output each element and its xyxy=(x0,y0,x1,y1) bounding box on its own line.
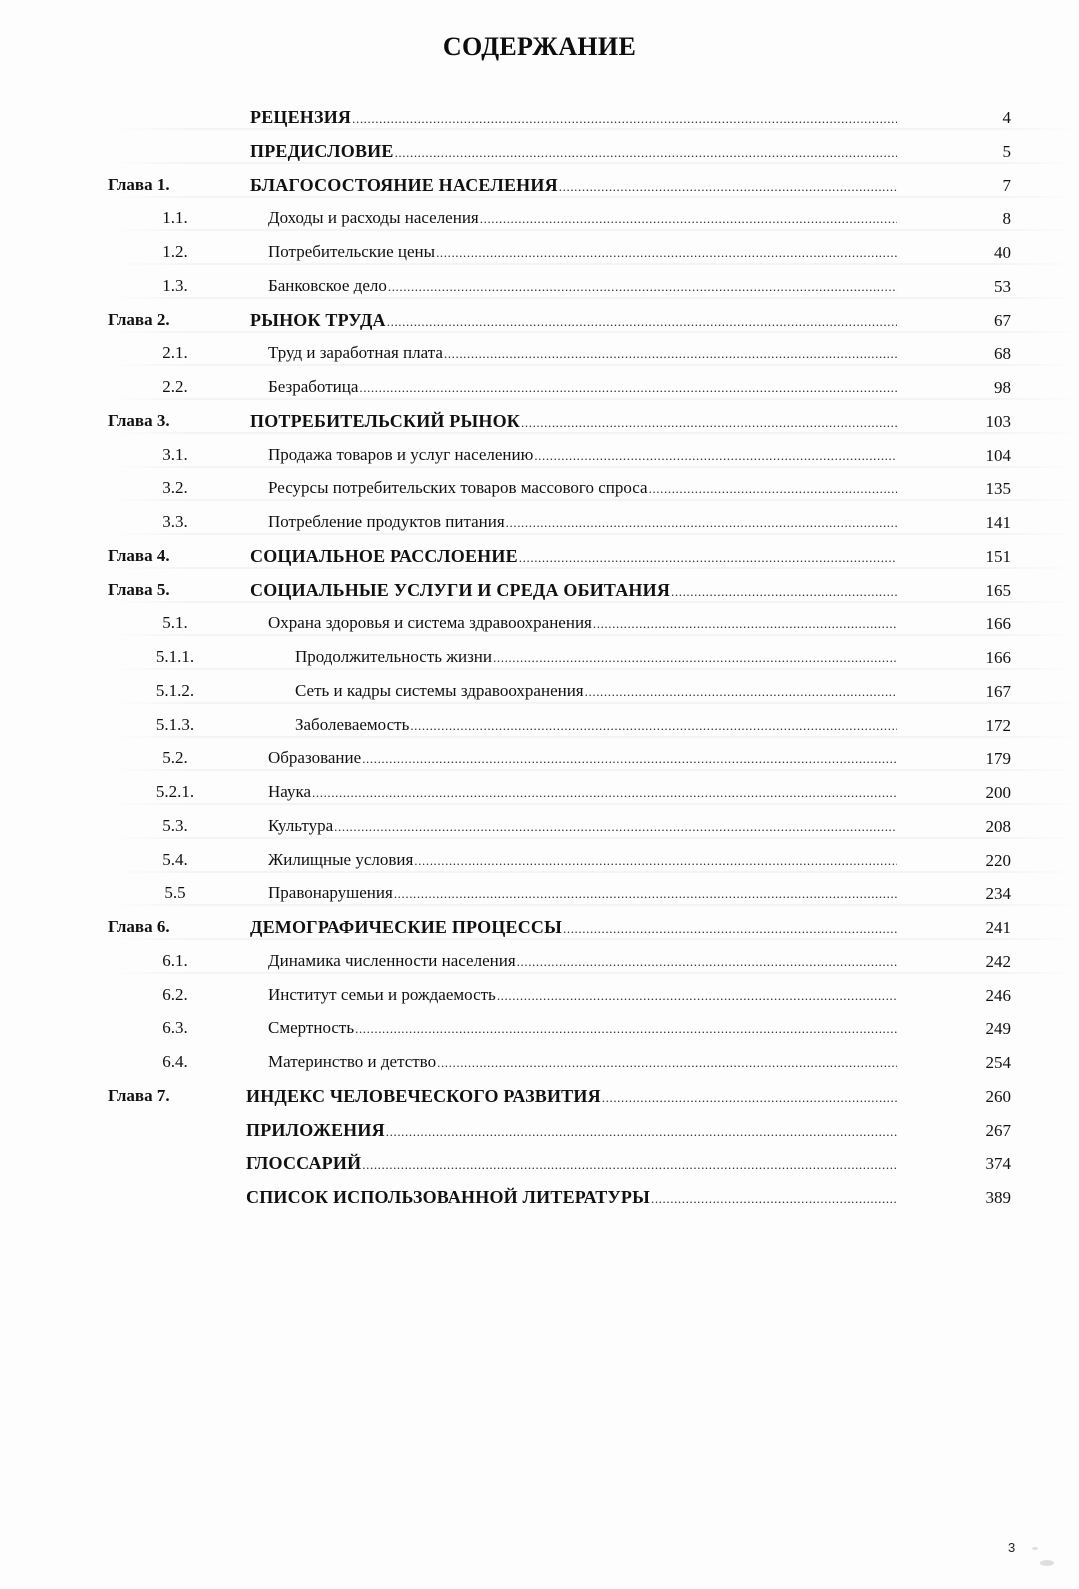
dot-leader xyxy=(437,1055,897,1071)
toc-entry xyxy=(0,171,1079,205)
entry-title: Ресурсы потребительских товаров массового спроса xyxy=(268,478,648,498)
entry-page-number: 166 xyxy=(985,614,1011,634)
toc-entry xyxy=(0,373,1079,407)
chapter-number: Глава 5. xyxy=(108,579,170,599)
section-number: 2.2. xyxy=(162,377,188,396)
entry-page-number: 241 xyxy=(985,918,1011,937)
toc-entry-line xyxy=(250,141,897,165)
entry-page-number: 389 xyxy=(985,1188,1011,1207)
toc-entry xyxy=(0,204,1079,238)
toc-entry xyxy=(0,778,1079,812)
section-number: 3.1. xyxy=(162,444,188,464)
section-number: 5.3. xyxy=(162,815,188,835)
toc-entry-line xyxy=(246,1187,897,1211)
toc-entry-line xyxy=(268,478,897,502)
toc-entry xyxy=(0,1183,1079,1217)
entry-title: РЫНОК ТРУДА xyxy=(250,309,386,330)
entry-title: ГЛОССАРИЙ xyxy=(246,1153,362,1174)
toc-entry-line xyxy=(268,1052,897,1076)
entry-page-number: 167 xyxy=(985,681,1011,701)
toc-entry-line xyxy=(268,816,897,840)
entry-title: РЕЦЕНЗИЯ xyxy=(250,107,352,127)
entry-title: Правонарушения xyxy=(268,883,393,903)
dot-leader xyxy=(493,650,897,666)
entry-page-number: 166 xyxy=(985,648,1011,667)
entry-title: СОЦИАЛЬНОЕ РАССЛОЕНИЕ xyxy=(250,545,518,566)
entry-title: Материнство и детство xyxy=(268,1052,437,1071)
entry-page-number: 8 xyxy=(1002,209,1011,229)
toc-entry xyxy=(0,1149,1079,1183)
toc-entry xyxy=(0,879,1079,913)
section-number: 3.3. xyxy=(162,512,188,531)
entry-title: Потребительские цены xyxy=(268,242,436,261)
section-number: 6.2. xyxy=(162,984,188,1004)
chapter-number: Глава 3. xyxy=(108,410,170,430)
toc-entry xyxy=(0,913,1079,947)
section-number: 5.1. xyxy=(162,613,188,633)
dot-leader xyxy=(410,718,897,734)
entry-page-number: 53 xyxy=(994,276,1011,296)
toc-entry-line xyxy=(246,1120,897,1144)
entry-page-number: 135 xyxy=(985,479,1011,499)
toc-entry-line xyxy=(268,782,897,806)
table-of-contents xyxy=(0,103,1079,1217)
toc-entry-line xyxy=(250,175,897,199)
entry-title: Потребление продуктов питания xyxy=(268,512,505,531)
dot-leader xyxy=(444,346,897,362)
entry-page-number: 104 xyxy=(985,445,1011,465)
entry-page-number: 7 xyxy=(1002,175,1011,195)
entry-title: ДЕМОГРАФИЧЕСКИЕ ПРОЦЕССЫ xyxy=(250,917,562,937)
scan-speck xyxy=(1032,1547,1038,1550)
section-number: 5.1.3. xyxy=(155,714,195,734)
section-number: 3.2. xyxy=(162,478,188,498)
entry-title: СПИСОК ИСПОЛЬЗОВАННОЙ ЛИТЕРАТУРЫ xyxy=(246,1187,650,1207)
entry-page-number: 5 xyxy=(1002,141,1011,161)
toc-entry-line xyxy=(246,1086,897,1110)
toc-entry xyxy=(0,103,1079,137)
toc-entry xyxy=(0,474,1079,508)
dot-leader xyxy=(602,1090,897,1106)
toc-entry-line xyxy=(250,546,897,570)
chapter-number: Глава 7. xyxy=(108,1085,170,1105)
entry-title: Заболеваемость xyxy=(295,714,410,734)
toc-entry-line xyxy=(295,647,897,671)
dot-leader xyxy=(671,584,897,600)
dot-leader xyxy=(497,988,897,1004)
dot-leader xyxy=(359,380,897,396)
toc-entry-line xyxy=(295,715,897,739)
toc-entry xyxy=(0,643,1079,677)
toc-entry-line xyxy=(250,580,897,604)
section-number: 5.1.2. xyxy=(155,680,195,700)
dot-leader xyxy=(388,279,897,295)
section-number: 6.1. xyxy=(162,950,188,970)
toc-title: СОДЕРЖАНИЕ xyxy=(442,32,637,61)
toc-entry-line xyxy=(250,310,897,334)
toc-entry-line xyxy=(268,1018,897,1042)
dot-leader xyxy=(312,785,897,801)
toc-entry xyxy=(0,137,1079,171)
entry-title: Продолжительность жизни xyxy=(295,647,493,666)
dot-leader xyxy=(585,684,897,700)
toc-entry-line xyxy=(268,208,897,232)
section-number: 2.1. xyxy=(162,343,188,363)
toc-entry xyxy=(0,609,1079,643)
dot-leader xyxy=(517,954,897,970)
entry-title: Институт семьи и рождаемость xyxy=(268,984,496,1004)
entry-title: Наука xyxy=(268,782,312,801)
dot-leader xyxy=(534,448,897,464)
toc-entry-line xyxy=(268,445,897,469)
toc-entry xyxy=(0,272,1079,306)
page-number-footer: 3 xyxy=(1008,1540,1016,1555)
section-number: 5.1.1. xyxy=(155,647,195,666)
toc-entry-line xyxy=(250,411,897,435)
entry-title: Безработица xyxy=(268,377,359,396)
entry-page-number: 67 xyxy=(994,310,1011,330)
entry-page-number: 254 xyxy=(985,1053,1011,1072)
section-number: 1.3. xyxy=(162,275,188,295)
dot-leader xyxy=(480,211,897,227)
scan-speck xyxy=(1040,1560,1054,1566)
entry-title: Труд и заработная плата xyxy=(268,343,443,363)
toc-entry-line xyxy=(268,276,897,300)
toc-entry xyxy=(0,407,1079,441)
chapter-number: Глава 2. xyxy=(108,309,170,329)
entry-page-number: 179 xyxy=(985,749,1011,769)
toc-entry xyxy=(0,1048,1079,1082)
entry-page-number: 98 xyxy=(994,378,1011,397)
section-number: 1.2. xyxy=(162,242,188,261)
toc-entry xyxy=(0,677,1079,711)
dot-leader xyxy=(519,550,897,566)
toc-entry xyxy=(0,576,1079,610)
chapter-number: Глава 4. xyxy=(108,545,170,565)
dot-leader xyxy=(362,751,897,767)
dot-leader xyxy=(355,1021,897,1037)
entry-page-number: 200 xyxy=(985,783,1011,802)
toc-entry xyxy=(0,508,1079,542)
entry-page-number: 234 xyxy=(985,884,1011,904)
dot-leader xyxy=(563,921,897,937)
toc-entry-line xyxy=(268,883,897,907)
entry-title: ПРИЛОЖЕНИЯ xyxy=(246,1119,385,1140)
toc-entry-line xyxy=(268,850,897,874)
toc-entry-line xyxy=(250,107,897,131)
entry-page-number: 68 xyxy=(994,344,1011,364)
entry-title: ПОТРЕБИТЕЛЬСКИЙ РЫНОК xyxy=(250,410,521,431)
entry-title: Образование xyxy=(268,748,362,768)
toc-entry-line xyxy=(268,343,897,367)
dot-leader xyxy=(506,515,897,531)
entry-title: Банковское дело xyxy=(268,275,387,295)
entry-page-number: 172 xyxy=(985,715,1011,735)
entry-title: Жилищные условия xyxy=(268,849,414,869)
toc-entry-line xyxy=(268,377,897,401)
dot-leader xyxy=(414,853,897,869)
toc-entry xyxy=(0,1014,1079,1048)
toc-entry-line xyxy=(250,917,897,941)
entry-page-number: 260 xyxy=(985,1086,1011,1106)
section-number: 5.4. xyxy=(162,849,188,869)
entry-title: ПРЕДИСЛОВИЕ xyxy=(250,140,394,161)
dot-leader xyxy=(387,314,897,330)
toc-entry-line xyxy=(268,512,897,536)
dot-leader xyxy=(386,1124,897,1140)
toc-entry xyxy=(0,947,1079,981)
toc-entry xyxy=(0,812,1079,846)
entry-title: Охрана здоровья и система здравоохранения xyxy=(268,613,592,633)
toc-entry xyxy=(0,441,1079,475)
section-number: 5.2. xyxy=(162,748,188,768)
entry-title: Культура xyxy=(268,815,334,835)
dot-leader xyxy=(593,616,897,632)
section-number: 1.1. xyxy=(162,208,188,228)
entry-page-number: 151 xyxy=(985,546,1011,566)
dot-leader xyxy=(394,886,897,902)
toc-entry xyxy=(0,306,1079,340)
dot-leader xyxy=(559,179,897,195)
toc-entry xyxy=(0,1082,1079,1116)
entry-title: СОЦИАЛЬНЫЕ УСЛУГИ И СРЕДА ОБИТАНИЯ xyxy=(250,579,671,600)
entry-page-number: 165 xyxy=(985,580,1011,600)
dot-leader xyxy=(651,1191,897,1207)
toc-entry xyxy=(0,1116,1079,1150)
dot-leader xyxy=(436,245,897,261)
toc-entry-line xyxy=(246,1153,897,1177)
entry-title: Динамика численности населения xyxy=(268,950,516,970)
entry-page-number: 242 xyxy=(985,951,1011,971)
chapter-number: Глава 1. xyxy=(108,174,170,194)
section-number: 6.4. xyxy=(162,1052,188,1071)
entry-page-number: 4 xyxy=(1002,108,1011,127)
entry-title: Сеть и кадры системы здравоохранения xyxy=(295,680,584,700)
entry-page-number: 374 xyxy=(985,1154,1011,1174)
dot-leader xyxy=(352,111,897,127)
toc-entry xyxy=(0,711,1079,745)
entry-title: БЛАГОСОСТОЯНИЕ НАСЕЛЕНИЯ xyxy=(250,174,558,195)
entry-page-number: 40 xyxy=(994,243,1011,262)
toc-entry-line xyxy=(295,681,897,705)
toc-entry xyxy=(0,744,1079,778)
toc-entry xyxy=(0,846,1079,880)
section-number: 5.2.1. xyxy=(155,782,195,801)
toc-entry xyxy=(0,238,1079,272)
entry-page-number: 267 xyxy=(985,1120,1011,1140)
entry-title: Продажа товаров и услуг населению xyxy=(268,444,534,464)
dot-leader xyxy=(395,145,897,161)
toc-entry-line xyxy=(268,951,897,975)
toc-entry-line xyxy=(268,748,897,772)
entry-title: Смертность xyxy=(268,1018,355,1038)
entry-page-number: 246 xyxy=(985,985,1011,1005)
toc-entry-line xyxy=(268,613,897,637)
entry-page-number: 103 xyxy=(985,411,1011,431)
entry-page-number: 208 xyxy=(985,816,1011,836)
dot-leader xyxy=(362,1157,897,1173)
toc-entry xyxy=(0,981,1079,1015)
toc-entry-line xyxy=(268,242,897,266)
dot-leader xyxy=(521,415,897,431)
entry-title: Доходы и расходы населения xyxy=(268,208,479,228)
entry-page-number: 141 xyxy=(985,513,1011,532)
chapter-number: Глава 6. xyxy=(108,917,170,936)
dot-leader xyxy=(649,481,897,497)
section-number: 5.5 xyxy=(164,883,186,903)
entry-title: ИНДЕКС ЧЕЛОВЕЧЕСКОГО РАЗВИТИЯ xyxy=(246,1085,601,1106)
toc-entry xyxy=(0,542,1079,576)
entry-page-number: 249 xyxy=(985,1019,1011,1039)
toc-entry-line xyxy=(268,985,897,1009)
section-number: 6.3. xyxy=(162,1018,188,1038)
toc-entry xyxy=(0,339,1079,373)
entry-page-number: 220 xyxy=(985,850,1011,870)
dot-leader xyxy=(334,819,897,835)
